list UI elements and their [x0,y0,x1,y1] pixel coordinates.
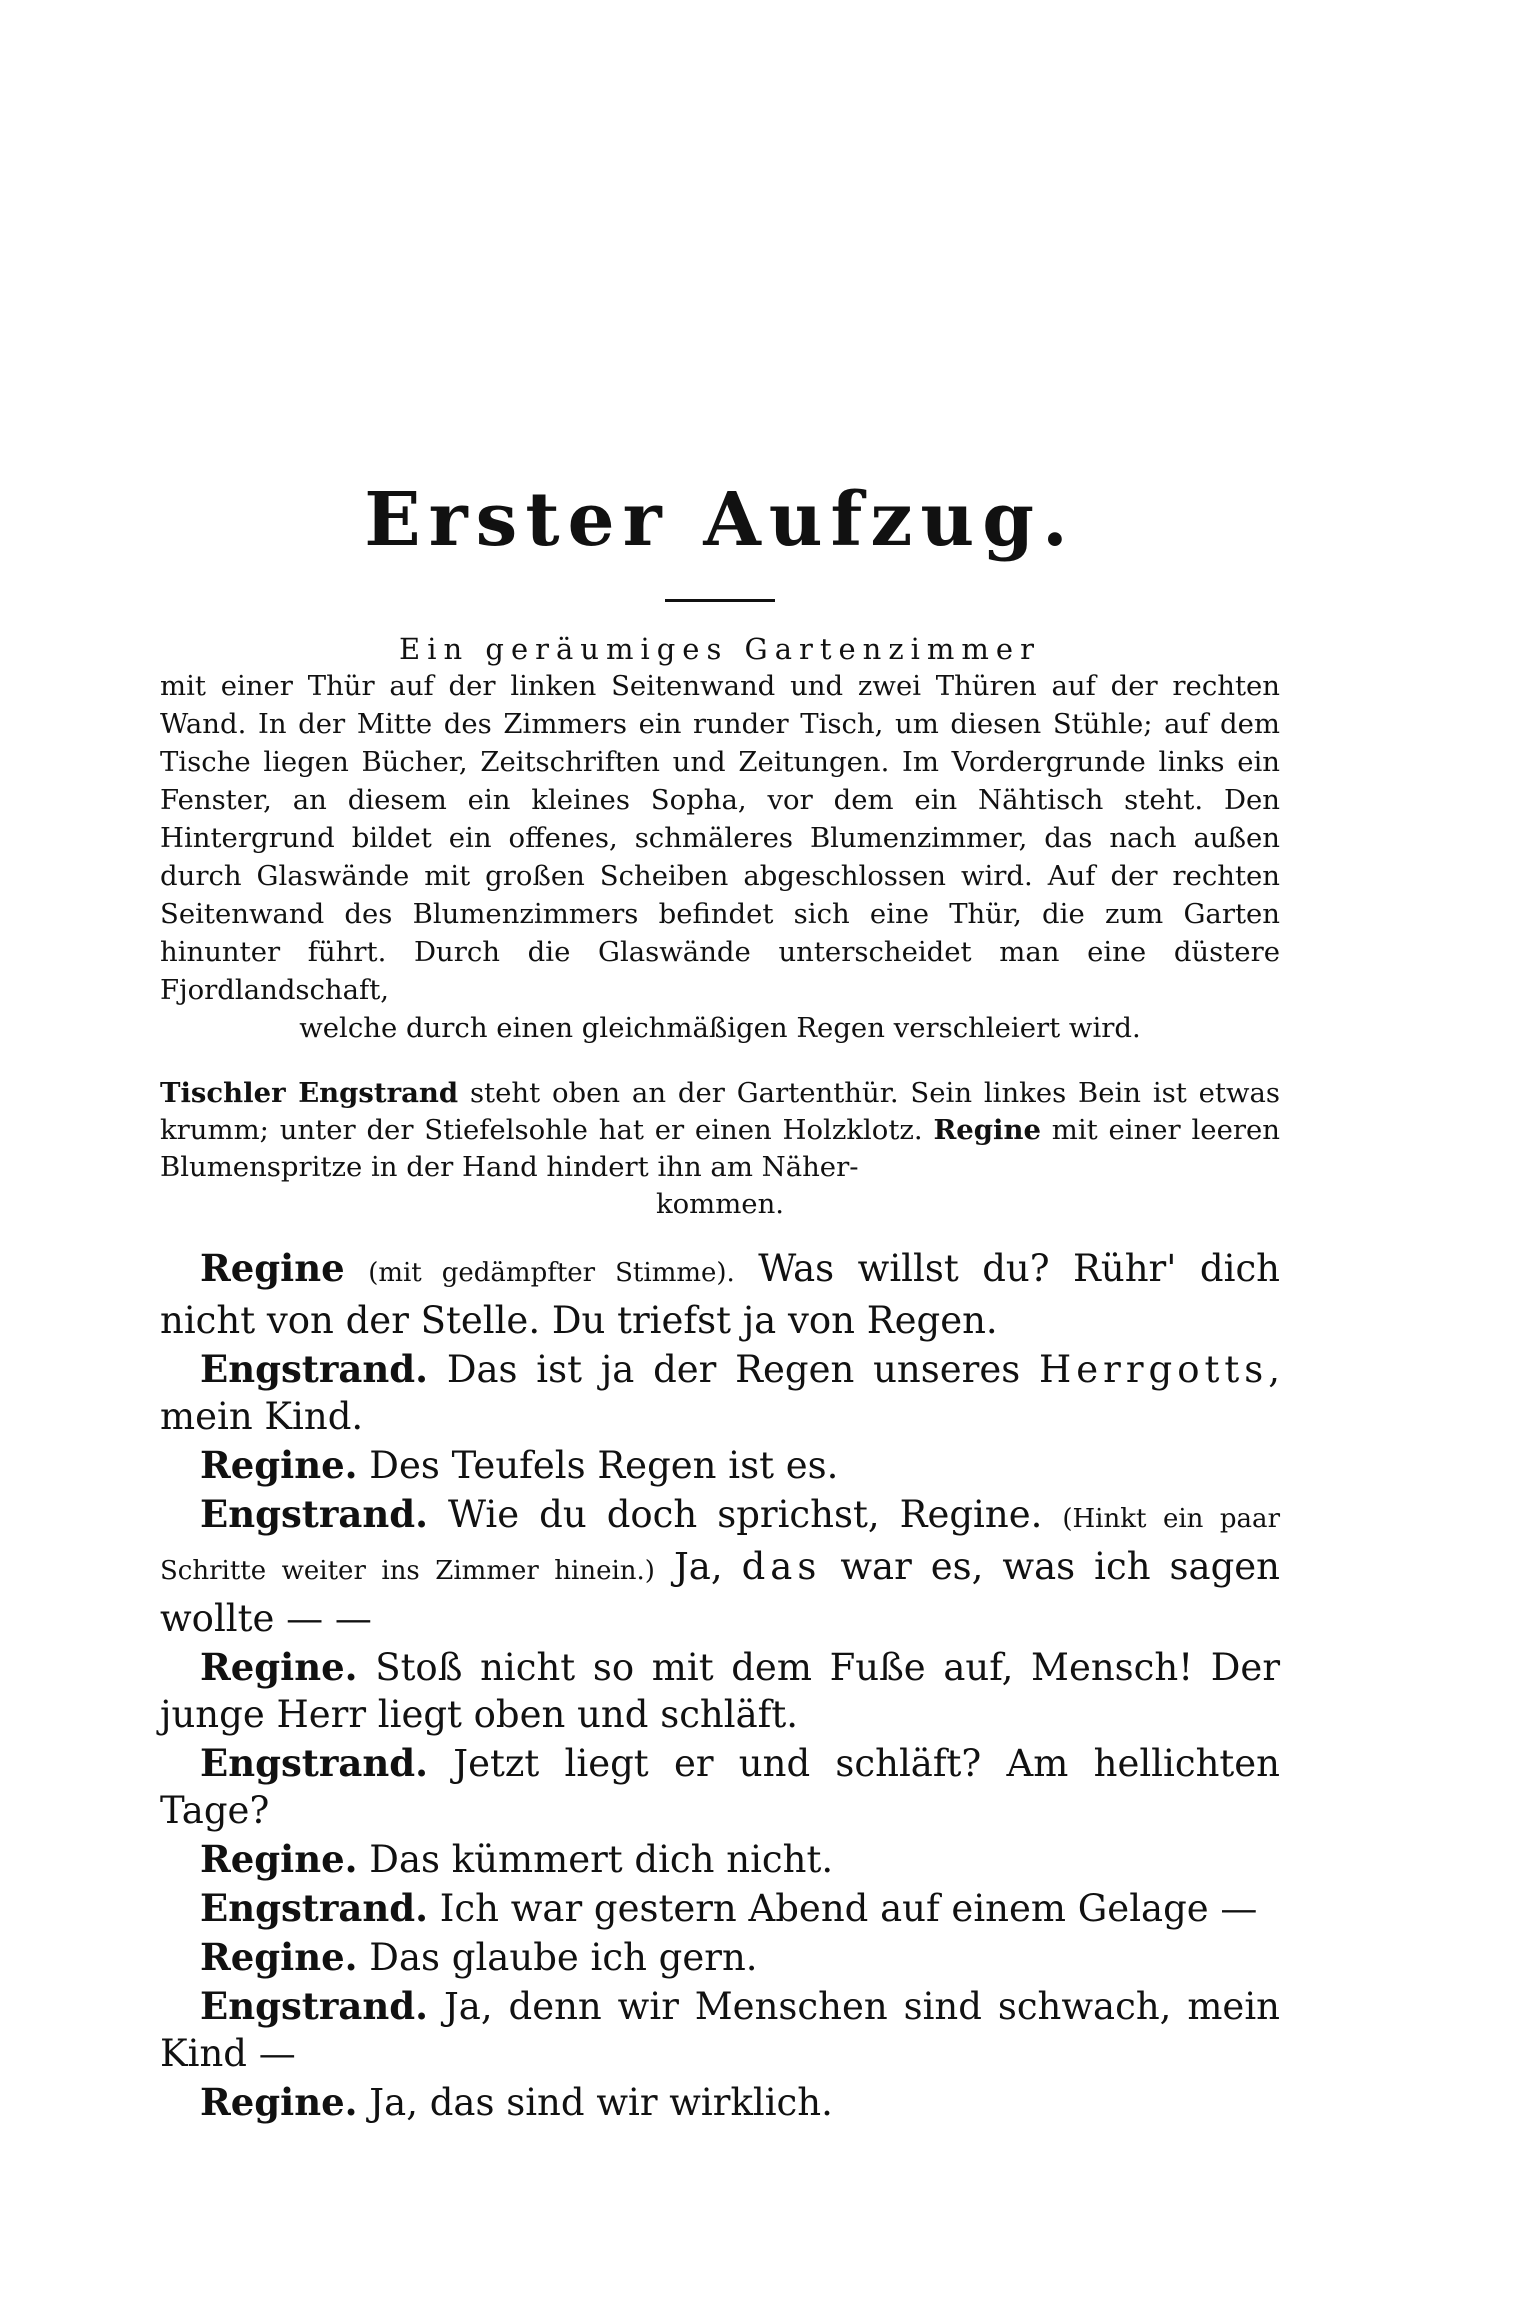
dialogue-line [160,1885,1280,1932]
speaker-name: Regine [200,1246,345,1291]
setting-body-last: welche durch einen gleichmäßigen Regen verschleiert wird. [299,1012,1141,1045]
dialogue-line [160,1983,1280,2077]
speaker-name: Engstrand. [200,1886,429,1931]
spoken-text: Jetzt liegt er und schläft? Am hellichten Tage? [160,1742,1280,1833]
dialogue-line [160,1644,1280,1738]
dialogue-line [160,1740,1280,1834]
speaker-name: Regine. [200,2080,358,2125]
stage-direction-text: steht oben an der Gartenthür. Sein linkes Bein ist etwas krumm; unter der Stiefelsohle hat er einen Holzklotz. [160,1077,1280,1147]
dialogue-line [160,1245,1280,1344]
setting-heading: Ein geräumiges Gartenzimmer [399,632,1041,667]
dialogue-line [160,1491,1280,1642]
stage-direction-text: mit einer leeren Blumenspritze in der Hand hindert ihn am Näher- [160,1114,1280,1184]
spoken-text: Das glaube ich gern. [357,1936,758,1980]
speaker-name: Regine. [200,1935,358,1980]
stage-note: (Hinkt ein paar Schritte weiter ins Zimmer hinein.) [160,1504,1280,1587]
dialogue [160,1245,1280,2126]
character-name-engstrand: Tischler Engstrand [160,1077,459,1110]
speaker-name: Regine. [200,1645,358,1690]
title-divider [665,599,775,602]
speaker-name: Regine. [200,1443,358,1488]
spoken-text: Was willst du? Rühr' dich nicht von der Stelle. Du triefst ja von Regen. [160,1247,1280,1343]
spoken-text: , mein Kind. [160,1348,1280,1439]
dialogue-line [160,1442,1280,1489]
stage-direction-last: kommen. [655,1188,785,1221]
stage-note: (mit gedämpfter Stimme). [368,1258,735,1289]
spoken-text: Ja, denn wir Menschen sind schwach, mein Kind — [160,1985,1280,2076]
speaker-name: Regine. [200,1837,358,1882]
dialogue-line [160,2079,1280,2126]
spoken-text: war es, was ich sagen wollte — — [160,1545,1280,1641]
speaker-name: Engstrand. [200,1492,429,1537]
spoken-text: Ich war gestern Abend auf einem Gelage — [428,1887,1258,1931]
stage-direction [160,1075,1280,1223]
spoken-text: Ja, das sind wir wirklich. [357,2081,833,2125]
speaker-name: Engstrand. [200,1741,429,1786]
spoken-text: Ja, [654,1545,742,1589]
spoken-text-emphasis: Herrgotts [1039,1348,1269,1392]
setting-body: mit einer Thür auf der linken Seitenwand und zwei Thüren auf der rechten Wand. In der Mitte des Zimmers ein runder Tisch, um diesen Stühle; auf dem Tische liegen Bücher, Zeitschriften und Zeitungen. Im Vordergrunde links ein Fenster, an diesem ein kleines Sopha, vor dem ein Nähtisch steht. Den Hintergrund bildet ein offenes, schmäleres Blumenzimmer, das nach außen durch Glaswände mit großen Scheiben abgeschlossen wird. Auf der rechten Seitenwand des Blumenzimmers befindet sich eine Thür, die zum Garten hinunter führt. Durch die Glaswände unterscheidet man eine düstere Fjordlandschaft, [160,670,1280,1007]
spoken-text: Das ist ja der Regen unseres [428,1348,1039,1392]
speaker-name: Engstrand. [200,1984,429,2029]
spoken-text-emphasis: das [741,1545,822,1589]
book-page [160,477,1280,2128]
act-title: Erster Aufzug. [364,477,1076,563]
dialogue-line [160,1346,1280,1440]
speaker-name: Engstrand. [200,1347,429,1392]
spoken-text: Stoß nicht so mit dem Fuße auf, Mensch! Der junge Herr liegt oben und schläft. [160,1646,1280,1737]
spoken-text: Wie du doch sprichst, Regine. [428,1493,1063,1537]
character-name-regine: Regine [933,1114,1041,1147]
spoken-text: Das kümmert dich nicht. [357,1838,834,1882]
setting-description [160,667,1280,1047]
spoken-text: Des Teufels Regen ist es. [357,1444,839,1488]
dialogue-line [160,1836,1280,1883]
dialogue-line [160,1934,1280,1981]
